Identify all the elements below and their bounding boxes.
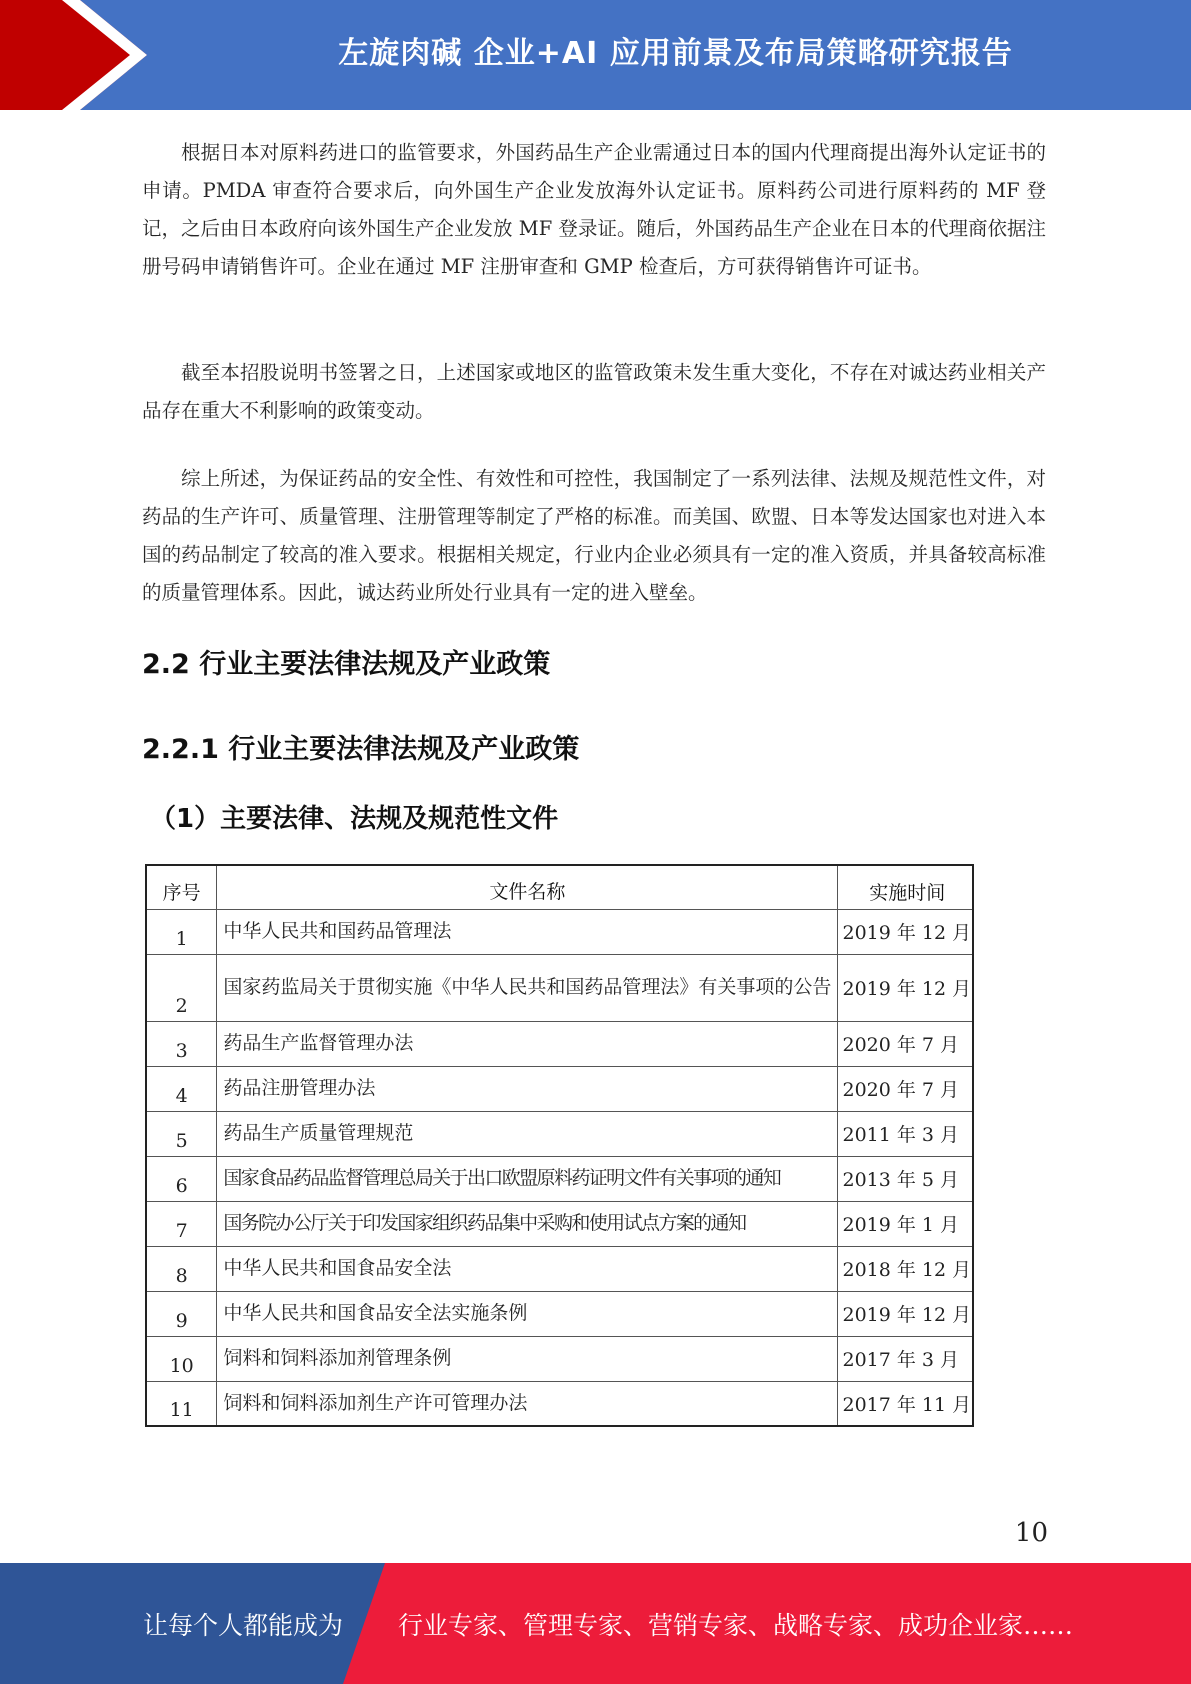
page-header (0, 0, 1191, 110)
effective-date: 2019 年 12 月 (838, 1291, 973, 1336)
header-red-chevron (0, 0, 150, 110)
document-name: 药品生产监督管理办法 (217, 1021, 838, 1066)
footer-slogan-left: 让每个人都能成为 (143, 1610, 344, 1640)
row-number: 2 (146, 954, 217, 1021)
paragraph-japan-regulation: 根据日本对原料药进口的监管要求，外国药品生产企业需通过日本的国内代理商提出海外认定证书的申请。PMDA 审查符合要求后，向外国生产企业发放海外认定证书。原料药公司进行原料药的 MF 登记，之后由日本政府向该外国生产企业发放 MF 登录证。随后，外国药品生产企业在日本的代理商依据注册号码申请销售许可。企业在通过 MF 注册审查和 GMP 检查后，方可获得销售许可证书。 (142, 141, 1046, 278)
header-title: 左旋肉碱 企业+AI 应用前景及布局策略研究报告 (338, 36, 1013, 71)
effective-date: 2017 年 11 月 (838, 1381, 973, 1426)
table-row (146, 1246, 973, 1291)
row-number: 11 (146, 1381, 217, 1426)
effective-date: 2020 年 7 月 (838, 1021, 973, 1066)
table-row (146, 1201, 973, 1246)
row-number: 1 (146, 909, 217, 954)
row-number: 4 (146, 1066, 217, 1111)
table-header-row (146, 865, 973, 909)
row-number: 9 (146, 1291, 217, 1336)
row-number: 3 (146, 1021, 217, 1066)
effective-date: 2019 年 12 月 (838, 954, 973, 1021)
document-name: 中华人民共和国食品安全法实施条例 (217, 1291, 838, 1336)
table-row (146, 1066, 973, 1111)
table-row (146, 1111, 973, 1156)
effective-date: 2020 年 7 月 (838, 1066, 973, 1111)
table-header-no: 序号 (146, 865, 217, 909)
document-name: 饲料和饲料添加剂生产许可管理办法 (217, 1381, 838, 1426)
section-heading-2-2-1: 2.2.1 行业主要法律法规及产业政策 (142, 734, 580, 765)
row-number: 10 (146, 1336, 217, 1381)
row-number: 6 (146, 1156, 217, 1201)
effective-date: 2011 年 3 月 (838, 1111, 973, 1156)
table-row (146, 1381, 973, 1426)
subsection-heading-1: （1）主要法律、法规及规范性文件 (150, 804, 559, 834)
page-number: 10 (1014, 1518, 1048, 1548)
document-name: 中华人民共和国食品安全法 (217, 1246, 838, 1291)
laws-table (145, 864, 974, 1427)
table-row (146, 1021, 973, 1066)
effective-date: 2018 年 12 月 (838, 1246, 973, 1291)
document-name: 饲料和饲料添加剂管理条例 (217, 1336, 838, 1381)
table-header-name: 文件名称 (217, 865, 838, 909)
row-number: 5 (146, 1111, 217, 1156)
effective-date: 2013 年 5 月 (838, 1156, 973, 1201)
effective-date: 2017 年 3 月 (838, 1336, 973, 1381)
effective-date: 2019 年 1 月 (838, 1201, 973, 1246)
row-number: 7 (146, 1201, 217, 1246)
document-name: 国家药监局关于贯彻实施《中华人民共和国药品管理法》有关事项的公告 (217, 954, 838, 1021)
section-heading-2-2: 2.2 行业主要法律法规及产业政策 (142, 649, 551, 680)
paragraph-summary: 综上所述，为保证药品的安全性、有效性和可控性，我国制定了一系列法律、法规及规范性文件，对药品的生产许可、质量管理、注册管理等制定了严格的标准。而美国、欧盟、日本等发达国家也对进入本国的药品制定了较高的准入要求。根据相关规定，行业内企业必须具有一定的准入资质，并具备较高标准的质量管理体系。因此，诚达药业所处行业具有一定的进入壁垒。 (142, 467, 1046, 604)
effective-date: 2019 年 12 月 (838, 909, 973, 954)
document-name: 国务院办公厅关于印发国家组织药品集中采购和使用试点方案的通知 (217, 1201, 838, 1246)
document-name: 药品生产质量管理规范 (217, 1111, 838, 1156)
table-row (146, 909, 973, 954)
table-row (146, 1291, 973, 1336)
footer-slogan-right: 行业专家、管理专家、营销专家、战略专家、成功企业家…… (398, 1610, 1074, 1640)
paragraph-policy-status: 截至本招股说明书签署之日，上述国家或地区的监管政策未发生重大变化，不存在对诚达药业相关产品存在重大不利影响的政策变动。 (142, 361, 1046, 422)
table-row (146, 1336, 973, 1381)
table-header-date: 实施时间 (838, 865, 973, 909)
table-row (146, 954, 973, 1021)
page-footer (0, 1563, 1191, 1684)
document-name: 药品注册管理办法 (217, 1066, 838, 1111)
document-name: 中华人民共和国药品管理法 (217, 909, 838, 954)
row-number: 8 (146, 1246, 217, 1291)
table-row (146, 1156, 973, 1201)
document-name: 国家食品药品监督管理总局关于出口欧盟原料药证明文件有关事项的通知 (217, 1156, 838, 1201)
